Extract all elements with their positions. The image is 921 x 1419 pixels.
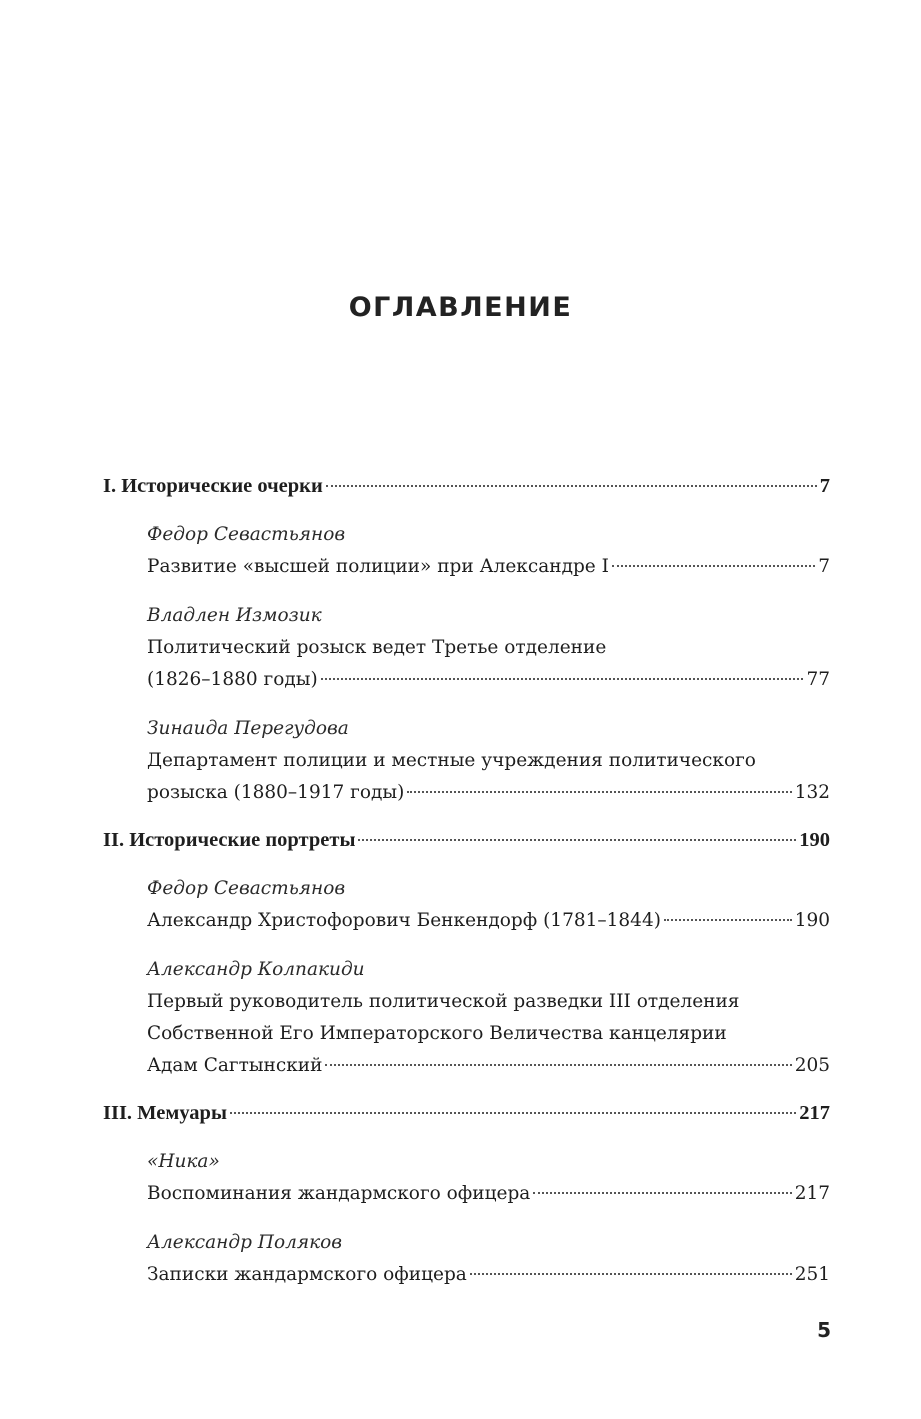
toc-section-3[interactable] (103, 1097, 830, 1129)
entry-author: Александр Поляков (147, 1232, 343, 1253)
dot-leader (612, 565, 815, 567)
dot-leader (326, 485, 817, 487)
entry-author: Александр Колпакиди (147, 959, 365, 980)
page-ref: 217 (794, 1183, 830, 1204)
page-ref: 190 (794, 910, 830, 931)
page-ref: 251 (794, 1264, 830, 1285)
entry-title: Политический розыск ведет Третье отделение (147, 637, 607, 658)
toc-entry[interactable] (103, 1178, 830, 1210)
page-ref: 7 (819, 475, 830, 497)
dot-leader (533, 1192, 791, 1194)
entry-author: Федор Севастьянов (147, 878, 346, 899)
entry-author: Зинаида Перегудова (147, 718, 349, 739)
page-title: ОГЛАВЛЕНИЕ (348, 292, 573, 323)
dot-leader (358, 839, 796, 841)
dot-leader (321, 678, 804, 680)
toc-entry-line (103, 1018, 830, 1050)
toc-entry[interactable] (103, 777, 830, 809)
entry-author: «Ника» (147, 1151, 220, 1172)
page-ref: 77 (806, 669, 830, 690)
entry-title: Первый руководитель политической разведки III отделения (147, 991, 740, 1012)
toc-section-1[interactable] (103, 470, 830, 502)
page-number: 5 (817, 1318, 831, 1342)
toc-entry[interactable] (103, 551, 830, 583)
dot-leader (407, 791, 791, 793)
page-ref: 205 (794, 1055, 830, 1076)
entry-title: Воспоминания жандармского офицера (147, 1183, 531, 1204)
toc-entry-line (103, 986, 830, 1018)
toc-entry[interactable] (103, 905, 830, 937)
entry-title: Департамент полиции и местные учреждения политического (147, 750, 756, 771)
entry-title: Адам Сагтынский (147, 1055, 323, 1076)
toc-entry-line (103, 632, 830, 664)
toc-entry[interactable] (103, 1259, 830, 1291)
entry-title: Записки жандармского офицера (147, 1264, 467, 1285)
table-of-contents (103, 470, 830, 1291)
section-title: II. Исторические портреты (103, 829, 356, 851)
dot-leader (325, 1064, 791, 1066)
entry-title: Развитие «высшей полиции» при Александре I (147, 556, 609, 577)
entry-title: Собственной Его Императорского Величества канцелярии (147, 1023, 727, 1044)
dot-leader (230, 1112, 796, 1114)
entry-title: (1826–1880 годы) (147, 669, 318, 690)
toc-entry-line (103, 745, 830, 777)
toc-entry[interactable] (103, 664, 830, 696)
toc-entry[interactable] (103, 1050, 830, 1082)
entry-author: Владлен Измозик (147, 605, 322, 626)
dot-leader (470, 1273, 792, 1275)
page-ref: 190 (799, 829, 830, 851)
section-title: III. Мемуары (103, 1102, 227, 1124)
page-ref: 7 (818, 556, 830, 577)
dot-leader (664, 919, 792, 921)
page-ref: 217 (799, 1102, 830, 1124)
entry-title: розыска (1880–1917 годы) (147, 782, 405, 803)
entry-author: Федор Севастьянов (147, 524, 346, 545)
page-ref: 132 (794, 782, 830, 803)
section-title: I. Исторические очерки (103, 475, 323, 497)
toc-section-2[interactable] (103, 824, 830, 856)
entry-title: Александр Христофорович Бенкендорф (1781–1844) (147, 910, 661, 931)
